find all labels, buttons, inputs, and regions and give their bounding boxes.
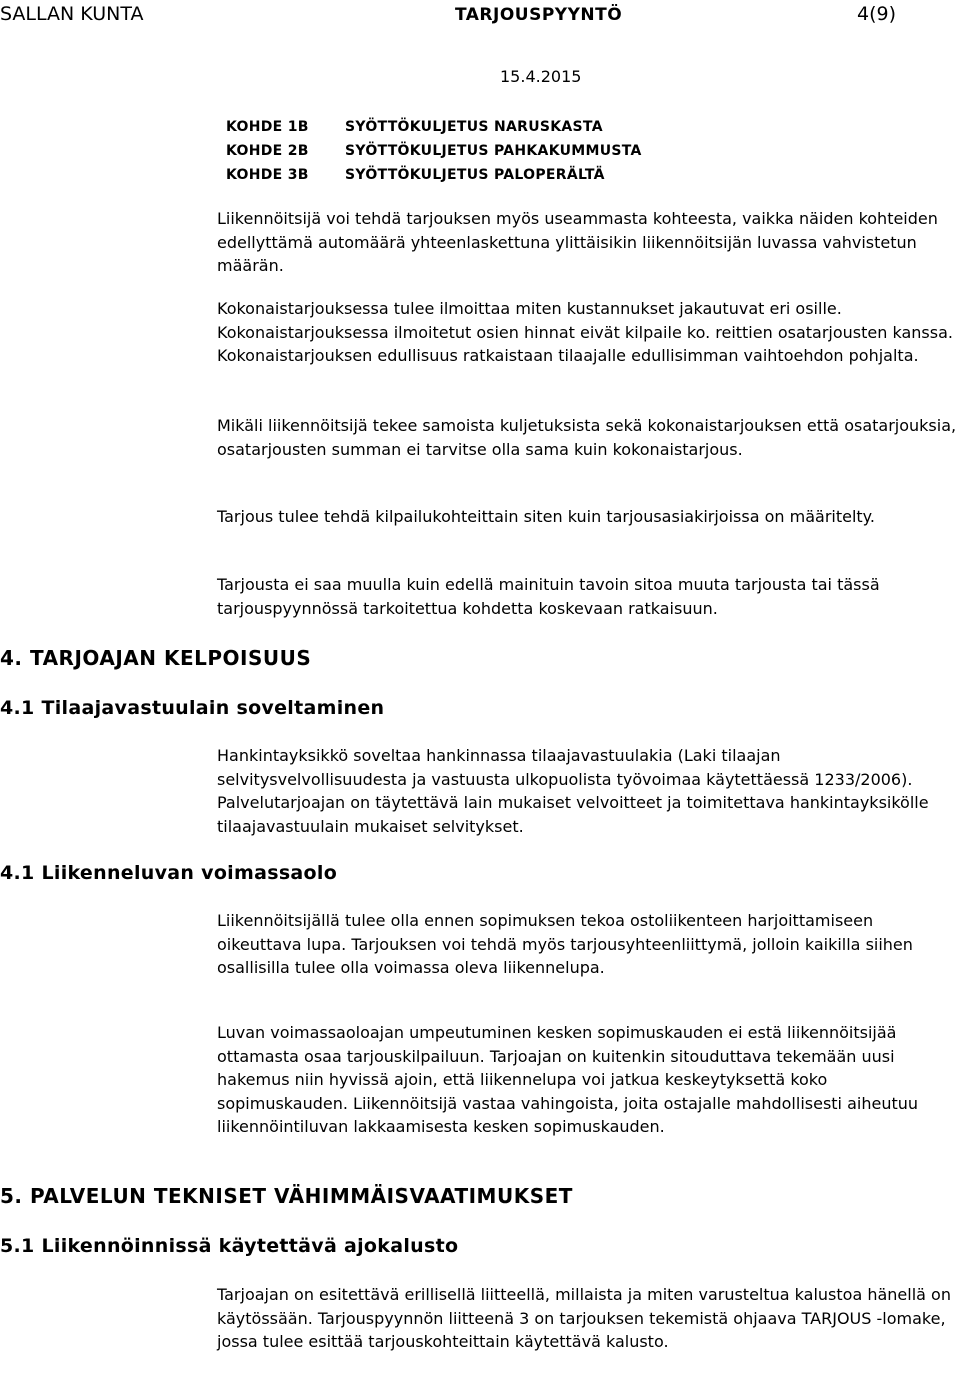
section-heading: 5. PALVELUN TEKNISET VÄHIMMÄISVAATIMUKSET [0, 1184, 573, 1208]
kohde-code: KOHDE 3B [226, 167, 309, 183]
paragraph: Liikennöitsijällä tulee olla ennen sopimuksen tekoa ostoliikenteen harjoittamiseen oikeuttava lupa. Tarjouksen voi tehdä myös tarjousyhteenliittymä, jolloin kaikilla siihen osallisilla tulee olla voimassa oleva liikennelupa. [217, 911, 913, 977]
paragraph: Luvan voimassaoloajan umpeutuminen kesken sopimuskauden ei estä liikennöitsijää ottamasta osaa tarjouskilpailuun. Tarjoajan on kuitenkin sitouduttava tekemään uusi hakemus niin hyvissä ajoin, että liikennelupa voi jatkua keskeytyksettä koko sopimuskauden. Liikennöitsijä vastaa vahingoista, joita ostajalle mahdollisesti aiheutuu liikennöintiluvan lakkaamisesta kesken sopimuskauden. [217, 1023, 919, 1136]
kohde-code: KOHDE 2B [226, 143, 309, 159]
subsection-heading: 5.1 Liikennöinnissä käytettävä ajokalusto [0, 1235, 459, 1257]
kohde-code: KOHDE 1B [226, 119, 309, 135]
kohde-name: SYÖTTÖKULJETUS NARUSKASTA [345, 119, 603, 135]
kohde-name: SYÖTTÖKULJETUS PAHKAKUMMUSTA [345, 143, 642, 159]
paragraph: Tarjousta ei saa muulla kuin edellä mainituin tavoin sitoa muuta tarjousta tai tässä tarjouspyynnössä tarkoitettua kohdetta koskevaan ratkaisuun. [217, 575, 880, 618]
paragraph: Mikäli liikennöitsijä tekee samoista kuljetuksista sekä kokonaistarjouksen että osatarjouksia, osatarjousten summan ei tarvitse olla sama kuin kokonaistarjous. [217, 416, 957, 459]
document-type: TARJOUSPYYNTÖ [455, 5, 623, 25]
subsection-heading: 4.1 Tilaajavastuulain soveltaminen [0, 697, 385, 719]
section-heading: 4. TARJOAJAN KELPOISUUS [0, 646, 312, 670]
paragraph: Kokonaistarjouksessa tulee ilmoittaa miten kustannukset jakautuvat eri osille. Kokonaistarjouksessa ilmoitetut osien hinnat eivät kilpaile ko. reittien osatarjousten kanssa. Kokonaistarjouksen edullisuus ratkaistaan tilaajalle edullisimman vaihtoehdon pohjalta. [217, 299, 953, 365]
paragraph: Tarjous tulee tehdä kilpailukohteittain siten kuin tarjousasiakirjoissa on määritelty. [217, 507, 875, 526]
document-date: 15.4.2015 [500, 67, 582, 86]
subsection-heading: 4.1 Liikenneluvan voimassaolo [0, 862, 338, 884]
paragraph: Tarjoajan on esitettävä erillisellä liitteellä, millaista ja miten varusteltua kalustoa hänellä on käytössään. Tarjouspyynnön liitteenä 3 on tarjouksen tekemistä ohjaava TARJOUS -lomake, jossa tulee esittää tarjouskohteittain käytettävä kalusto. [217, 1285, 951, 1351]
paragraph: Hankintayksikkö soveltaa hankinnassa tilaajavastuulakia (Laki tilaajan selvitysvelvollisuudesta ja vastuusta ulkopuolista työvoimaa käytettäessä 1233/2006). Palvelutarjoajan on täytettävä lain mukaiset velvoitteet ja toimitettava hankintayksikölle tilaajavastuulain mukaiset selvitykset. [217, 746, 929, 836]
paragraph: Liikennöitsijä voi tehdä tarjouksen myös useammasta kohteesta, vaikka näiden kohteiden edellyttämä automäärä yhteenlaskettuna ylittäisikin liikennöitsijän luvassa vahvistetun määrän. [217, 209, 938, 275]
page-number: 4(9) [857, 3, 897, 25]
kohde-name: SYÖTTÖKULJETUS PALOPERÄLTÄ [345, 167, 605, 183]
organization-name: SALLAN KUNTA [0, 3, 144, 25]
